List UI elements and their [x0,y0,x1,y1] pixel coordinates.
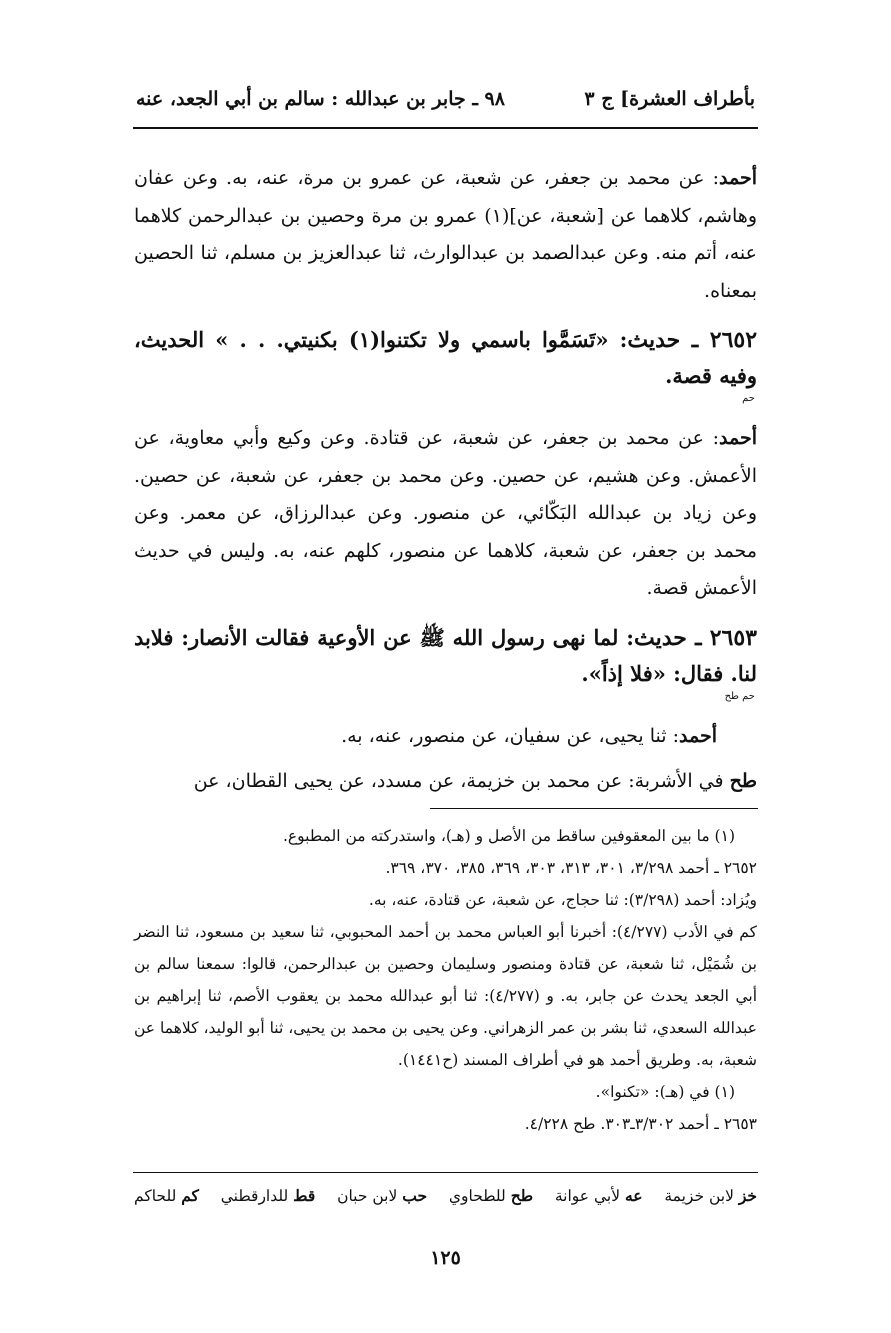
header-book-volume: بأطراف العشرة] ج ٣ [584,88,755,110]
main-text [134,160,757,801]
footnote: ويُزاد: أحمد (٣/٢٩٨): ثنا حجاج، عن شعبة، عن قتادة، عنه، به. [368,891,757,909]
abbreviation-item: كم للحاكم [134,1186,199,1205]
hadith-number: ٢٦٥٣ ـ حديث [634,624,757,651]
paragraph-ahmad-3 [134,718,757,756]
source-label: أحمد [719,167,757,189]
header-rule [133,127,758,129]
abbreviation-key [134,1186,757,1205]
footnote: (١) ما بين المعقوفين ساقط من الأصل و (هـ)، واستدركته من المطبوع. [282,827,735,845]
hadith-sigla: حم [742,393,755,404]
footnote: ٢٦٥٢ ـ أحمد ٣/٢٩٨، ٣٠١، ٣١٣، ٣٠٣، ٣٦٩، ٣٨٥، ٣٧٠، ٣٦٩. [385,859,757,877]
abbreviation-item: حب لابن حبان [337,1186,428,1205]
abbreviation-item: خز لابن خزيمة [664,1186,757,1205]
footnote: (١) في (هـ): «تكنوا». [595,1083,735,1101]
running-header [136,82,755,116]
paragraph-text: : عن محمد بن جعفر، عن شعبة، عن عمرو بن مرة، عنه، به. وعن عفان وهاشم، كلاهما عن [شعبة، عن](١) عمرو بن مرة وحصين بن عبدالرحمن كلاهما عنه، أتم منه. وعن عبدالصمد بن عبدالوارث، ثنا عبدالعزيز بن مسلم، ثنا الحصين بمعناه. [134,167,757,302]
paragraph-tahawi [134,763,757,801]
header-chapter-title: ٩٨ ـ جابر بن عبدالله : سالم بن أبي الجعد، عنه [136,88,505,110]
source-label: طح [729,770,757,792]
footnote: كم في الأدب (٤/٢٧٧): أخبرنا أبو العباس محمد بن أحمد المحبوبي، ثنا سعيد بن مسعود، ثنا النضر بن شُمَيْل، ثنا شعبة، عن قتادة ومنصور وسليمان وحصين بن عبدالرحمن، قالوا: سمعنا سالم بن أبي الجعد يحدث عن جابر، به. و (٤/٢٧٧): ثنا أبو عبدالله محمد بن يعقوب الأصم، ثنا إبراهيم بن عبدالله السعدي، ثنا بشر بن عمر الزهراني. وعن يحيى بن محمد بن يحيى، ثنا أبو الوليد، كلاهما عن شعبة، به. وطريق أحمد هو في أطراف المسند (ح١٤٤١). [134,923,757,1069]
hadith-2653 [134,620,757,702]
paragraph-ahmad-1 [134,160,757,310]
hadith-text: : لما نهى رسول الله ﷺ عن الأوعية فقالت الأنصار: فلابد لنا. فقال: «فلا إذاً». [134,624,757,686]
hadith-2652 [134,322,757,404]
abbreviation-item: طح للطحاوي [448,1186,534,1205]
abbreviation-rule [133,1172,758,1173]
paragraph-text: في الأشربة: عن محمد بن خزيمة، عن مسدد، عن يحيى القطان، عن [193,770,730,792]
footnote-rule [430,808,758,809]
footnotes [134,820,757,1140]
paragraph-ahmad-2 [134,420,757,608]
hadith-number: ٢٦٥٢ ـ حديث [627,327,758,353]
source-label: أحمد [679,724,717,747]
abbreviation-item: قط للدارقطني [220,1186,316,1205]
hadith-text: : «تَسَمَّوا باسمي ولا تكتنوا(١) بكنيتي. . . » الحديث، وفيه قصة. [134,327,757,388]
source-label: أحمد [719,427,757,449]
abbreviation-item: عه لأبي عوانة [554,1186,643,1205]
paragraph-text: : عن محمد بن جعفر، عن شعبة، عن قتادة. وعن وكيع وأبي معاوية، عن الأعمش. وعن هشيم، عن حصين. وعن محمد بن جعفر، عن شعبة، عن حصين. وعن زياد بن عبدالله البَكّائي، عن منصور. وعن عبدالرزاق، عن معمر. وعن محمد بن جعفر، عن شعبة، كلاهما عن منصور، كلهم عنه، به. وليس في حديث الأعمش قصة. [134,427,757,599]
page-number: ١٢٥ [430,1247,461,1269]
hadith-sigla: حم طح [724,690,755,702]
footnote: ٢٦٥٣ ـ أحمد ٣/٣٠٢ـ٣٠٣. طح ٤/٢٢٨. [524,1115,757,1133]
paragraph-text: : ثنا يحيى، عن سفيان، عن منصور، عنه، به. [341,724,680,747]
